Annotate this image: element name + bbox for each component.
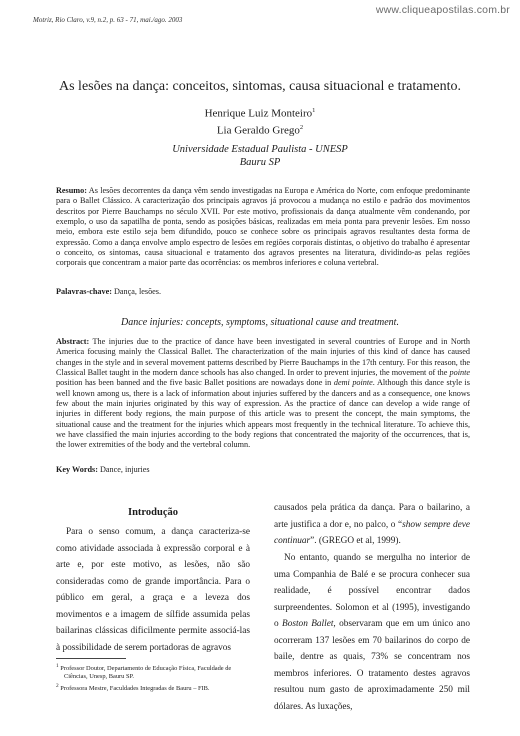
section-heading-introducao: Introdução (128, 507, 178, 518)
footnote-mark: 1 (56, 663, 59, 669)
resumo-label: Resumo: (56, 186, 87, 195)
footnote-mark: 1 (312, 107, 316, 114)
paragraph-text: No entanto, quando se mergulha no interior de uma Companhia de Balé e se procura conhecer sua realidade, é possível encontrar dados surpreendentes. Solomon et al (1995), investigando o (274, 553, 470, 629)
affiliation (0, 143, 520, 169)
article-title: As lesões na dança: conceitos, sintomas, causa situacional e tratamento. (59, 79, 461, 94)
abstract-block (56, 337, 470, 451)
paragraph-text: causados pela prática da dança. Para o bailarino, a arte justifica a dor e, no palco, o “ (274, 503, 470, 530)
abstract-emphasis-demi-pointe: demi pointe (333, 378, 373, 388)
footnote-mark: 2 (299, 123, 304, 131)
footnotes (56, 662, 250, 693)
resumo-text: As lesões decorrentes da dança vêm sendo investigadas na Europa e América do Norte, com enfoque predominante para o Ballet Clássico. A caracterização dos principais agravos já provocou a mudança no estilo e padrão dos movimentos descritos por Pierre Bauchamps no século XVII. Por este motivo, profissionais da dança atualmente vêm condenando, por exemplo, o uso da sapatilha de ponta, sendo as posições básicas, realizadas em meia ponta para prevenir lesões. Em nosso meio, embora este estilo seja bem difundido, pouco se conhece sobre os principais agravos resultantes desta forma de expressão. Como a dança envolve amplo espectro de lesões em regiões corporais distintas, o objetivo do trabalho é apresentar o conceito, os sintomas, causa situacional e tratamento dos agravos presentes na literatura, dividindo-as pelas regiões corporais que concentram a maior parte das ocorrências: os membros inferiores e coluna vertebral. (56, 186, 470, 268)
author-2 (0, 121, 520, 138)
journal-reference: Motriz, Rio Claro, v.9, n.2, p. 63 - 71, mai./ago. 2003 (33, 16, 183, 24)
quote-emphasis: show sempre deve continuar (274, 519, 470, 546)
abstract-label: Abstract: (56, 337, 90, 346)
right-column-paragraph-1 (274, 500, 470, 550)
abstract-text-1: The injuries due to the practice of dance have been investigated in several countries of Europe and in North America focusing mainly the Classical Ballet. The characterization of the main injuries of this kind of dance has caused changes in the style and in several movement patterns described by Pierre Bauchamps in the 17th century. For this reason, the Classical Ballet taught in the modern dance schools has also changed. In order to prevent injuries, the movement of the (56, 337, 470, 378)
intro-paragraph: Para o senso comum, a dança caracteriza-se como atividade associada à expressão corporal e à arte e, por este motivo, as lesões, não são consideradas como de grande importância. Para o público em geral, a graça e a leveza dos movimentos e a imagem de sílfide assumida pelas bailarinas clássicas dificilmente permite associá-las à possibilidade de serem portadoras de agravos (56, 527, 250, 653)
key-words-label: Key Words: (56, 465, 98, 474)
english-title: Dance injuries: concepts, symptoms, situational cause and treatment. (121, 317, 399, 328)
footnote-mark: 2 (56, 682, 59, 689)
paragraph-text: ”. (GREGO et al, 1999). (310, 536, 401, 546)
footnote-2 (56, 682, 250, 693)
author-list (0, 104, 520, 137)
author-name: Lia Geraldo Grego (216, 124, 300, 137)
site-watermark: www.cliqueapostilas.com.br (375, 4, 510, 16)
abstract-emphasis-pointe: pointe (449, 368, 470, 378)
key-words-text: Dance, injuries (99, 465, 150, 474)
author-name: Henrique Luiz Monteiro (204, 107, 313, 120)
institution-city: Bauru SP (239, 157, 281, 168)
abstract-text-3: . Although this dance style is well known among us, there is a lack of information about injuries suffered by the dancers and as a consequence, one knows few about the main injuries originated by this way of expression. As the practice of dance can develop a wide range of injuries in different body regions, the main purpose of this article was to present the concept, the main symptoms, the situational cause and the treatment for the injuries which appears most frequently in the technical literature. To achieve this, we have classified the main injuries according to the body regions that concentrated the majority of the occurrences, that is, the lower extremities of the body and the vertebral column. (56, 378, 470, 450)
abstract-text-2: position has been banned and the five basic Ballet positions are nowadays done in (56, 378, 334, 388)
right-column-paragraph-2 (274, 550, 470, 715)
footnote-text: Professor Doutor, Departamento de Educação Física, Faculdade de Ciências, Unesp, Bauru SP. (60, 665, 232, 681)
boston-ballet-emphasis: Boston Ballet, (282, 619, 336, 629)
author-1 (0, 104, 520, 121)
institution-name: Universidade Estadual Paulista - UNESP (172, 144, 348, 155)
resumo-block (56, 186, 470, 269)
key-words (56, 465, 470, 475)
palavras-chave (56, 287, 470, 297)
paragraph-text: observaram que em um único ano ocorreram 137 lesões em 70 bailarinos do corpo de baile, dentre as quais, 73% se concentram nos membros inferiores. O tratamento destes agravos resultou num gasto de aproximadamente 250 mil dólares. As luxações, (274, 619, 470, 712)
palavras-chave-text: Dança, lesões. (113, 287, 162, 296)
footnote-1 (56, 662, 250, 682)
palavras-chave-label: Palavras-chave: (56, 287, 112, 296)
footnote-text: Professora Mestre, Faculdades Integradas de Bauru – FIB. (60, 684, 210, 692)
footnote-divider (56, 658, 126, 659)
